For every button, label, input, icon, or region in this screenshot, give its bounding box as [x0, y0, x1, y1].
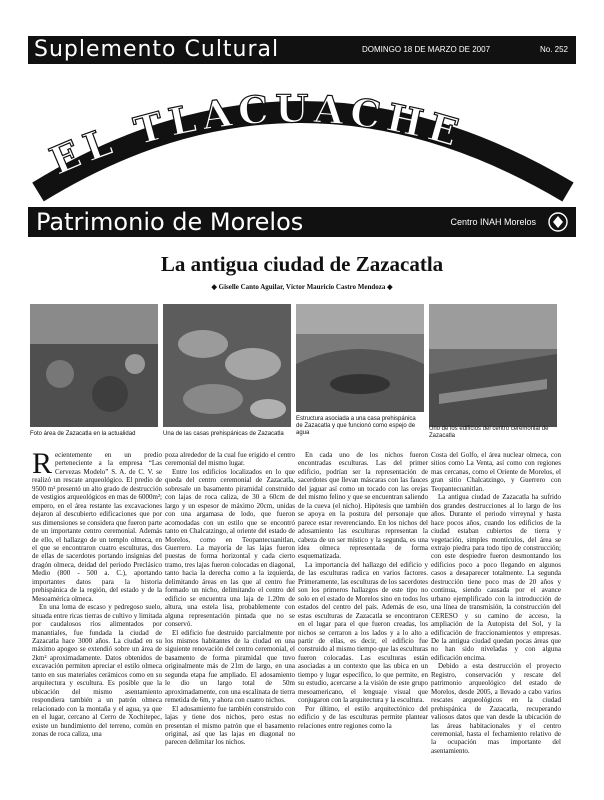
- photo-zazacatla-area: [30, 304, 158, 427]
- paragraph: La antigua ciudad de Zazacatla ha sufrido dos grandes destrucciones al lo largo de los años. Durante el periodo virreynal y hasta hace pocos años, cuando los edificios de la ciudad estaban cubiertos de tierra y vegetación, simples montículos, del área se extrajo piedra para todo tipo de construcción; con este despiedre fueron desmontando los edificios poco a poco llegando en algunos casos a desaparecer totalmente. La segunda destrucción tiene poco mas de 20 años y continua, siendo causada por el avance urbano ejemplificado con la introducción de una línea de transmisión, la construcción del CERESO y su camino de acceso, la ampliación de la Autopista del Sol, y la edificación de fraccionamientos y empresas. De la antigua ciudad quedan pocas áreas que no han sido niveladas y con alguna edificación encima.: [431, 493, 561, 662]
- paragraph: El edificio fue destruido parcialmente por los mismos habitantes de la ciudad en una siguiente renovación del centro ceremonial, el basamento de forma piramidal que tuvo originalmente más de 21m de largo, en una segunda etapa fue ampliado. El adosamiento le dio un largo total de 50m aproximadamente, con una escalinata de tierra remetida de 6m, y ahora con cuatro nichos.: [165, 628, 295, 705]
- article-column-3: [298, 451, 428, 730]
- paragraph: La importancia del hallazgo del edificio y de las esculturas radica en varios factores. Primeramente, las esculturas de los sacerdotes son los primeros hallazgos de este tipo no solo en el estado de Morelos sino en todos los estados del centro del país. Además de eso, estas esculturas de Zazacatla se encontraron en el lugar para el que fueron creadas, los nichos se cerraron a los lados y a lo alto a partir de ellas, es decir, el edificio fue construido al mismo tiempo que las esculturas fueron colocadas. Las esculturas están asociadas a un contexto que las ubica en un tiempo y lugar específico, lo que permite, en su estudio, acercarse a la visión de este grupo mesoamericano, el lenguaje visual que conjugaron con la arquitectura y la escultura.: [298, 560, 428, 705]
- paragraph: Costa del Golfo, el área nuclear olmeca, con sitios como La Venta, así como con regiones mas cercanas, como el Oriente de Morelos, el gran sitio Chalcatzingo, y Guerrero con Teopantecuanitlan.: [431, 451, 561, 493]
- photo-water-mirror: [296, 304, 424, 412]
- article-column-2: [165, 451, 295, 747]
- photo-prehispanic-house: [163, 304, 291, 427]
- issue-number: No. 252: [539, 45, 568, 54]
- drop-cap: R: [32, 447, 53, 480]
- photo-image: [296, 304, 424, 412]
- svg-text:EL TLACUACHE: [43, 86, 469, 184]
- photo-ceremonial-building: [429, 304, 557, 427]
- paragraph: Debido a esta destrucción el proyecto Registro, conservación y rescate del patrimonio arqueológico del estado de Morelos, desde 2005, a llevado a cabo varios rescates arqueológicos en la ciudad prehispánica de Zazacatla, recuperando valiosos datos que van desde la ubicación de las áreas habitacionales y el centro ceremonial, hasta el fechamiento relativo de la ocupación mas importante del asentamiento.: [431, 662, 561, 755]
- photo-image: [163, 304, 291, 427]
- paragraph: El adosamiento fue también construido con lajas y tiene dos nichos, pero estas no presentan el mismo patrón que el basamento original, así que las lajas en diagonal no parecen delimitar los nichos.: [165, 704, 295, 747]
- supplement-header: [28, 36, 576, 64]
- paragraph: En cada uno de los nichos fueron encontradas esculturas. Las del primer edificio, podrían ser la representación de sacerdotes que llevan máscaras con las fauces del jaguar así como un tocado con las orejas del mismo felino y que se encuentran saliendo de la cueva (el nicho). Hipótesis que también se apoya en la postura del personaje que parece estar reverenciando. En los nichos del adosamiento las esculturas representan la cabeza de un ser místico y la segunda, es una idea olmeca representada de forma esquematizada.: [298, 451, 428, 561]
- photo-image: [30, 304, 158, 427]
- photo-image: [429, 304, 557, 427]
- masthead-logo: [28, 72, 576, 208]
- article-column-4: [431, 451, 561, 755]
- photo-caption: Foto área de Zazacatla en la actualidad: [30, 431, 136, 437]
- supplement-title: Suplemento Cultural: [34, 37, 280, 62]
- article-authors: ◆ Giselle Canto Aguilar, Víctor Mauricio Castro Mendoza ◆: [211, 283, 393, 291]
- issue-date: DOMINGO 18 DE MARZO DE 2007: [362, 45, 491, 54]
- paragraph: Por último, el estilo arquitectónico del edificio y de las esculturas permite plantear relaciones entre regiones como la: [298, 704, 428, 730]
- section-bar: [28, 207, 576, 237]
- article-title: La antigua ciudad de Zazacatla: [160, 252, 444, 276]
- inah-logo-icon: [548, 212, 568, 232]
- article-column-1: [32, 447, 162, 738]
- photo-caption: Estructura asociada a una casa prehispánica de Zazacatla y que funcionó como espejo de agua: [296, 416, 416, 436]
- paragraph: En una loma de escaso y pedregoso suelo, situada entre ricas tierras de cultivo y limitada por caudalosos ríos alimentados por manantiales, fue fundada la ciudad de Zazacatla hace 3000 años. La ciudad en su máximo apogeo se extendió sobre un área de 2km² aproximadamente. Datos obtenidos de excavación permiten apreciar el estilo olmeca tanto en sus materiales cerámicos como en su arquitectura y escultura. Es posible que la ubicación del mismo asentamiento respondiera también a un patrón olmeca relacionado con la montaña y el agua, ya que en el lugar, cercano al Cerro de Xochitepec, existe un hundimiento del terreno, común en zonas de roca caliza, una: [32, 603, 162, 738]
- photo-caption: Uno de los edificios del centro ceremonial de Zazacatla: [429, 426, 549, 439]
- photo-caption: Una de las casas prehispánicas de Zazacatla: [163, 431, 284, 437]
- masthead-title-line2: CUACHE: [236, 85, 469, 157]
- paragraph: ecientemente en un predio perteneciente a la empresa “Las Cervezas Modelo” S. A. de C. V. se realizó un rescate arqueológico. El predio de 9500 m² presentó un alto grado de destrucción de vestigios arqueológicos en mas de 6000m²; empero, en el área restante las excavaciones dejaron al descubierto edificaciones que por sus dimensiones se considera que fueron parte de un importante centro ceremonial. Además de ello, el hallazgo de un templo olmeca, en el que se encontraron cuatro esculturas, dos de ellas de sacerdotes portando insignias del dragón olmeca, deidad del periodo Preclásico Medio (800 - 500 a. C.), aportando importantes datos para la historia prehispánica de la región, del estado y de la Mesoamérica olmeca.: [32, 451, 162, 603]
- section-title: Patrimonio de Morelos: [36, 208, 304, 236]
- paragraph: poza alrededor de la cual fue erigido el centro ceremonial del mismo lugar.: [165, 451, 295, 468]
- masthead: [28, 72, 576, 208]
- center-name: Centro INAH Morelos: [450, 217, 536, 227]
- masthead-title-line1: EL TLA: [43, 88, 241, 184]
- paragraph: Entre los edificios localizados en lo que queda del centro ceremonial de Zazacatla, sobresale un basamento piramidal construido con lajas de roca caliza, de 30 a 60cm de largo y un espesor de máximo 20cm, unidas con una argamasa de lodo, que fueron acomodadas con un estilo que se encontró tanto en Chalcatzingo, al oriente del estado de Morelos, como en Teopantecuanitlan, Guerrero. La mayoría de las lajas fueron puestas de forma horizontal y cada cierto tramo, tres lajas fueron colocadas en diagonal, tanto hacia la derecha como a la izquierda, delimitando áreas en las que al centro fue formado un nicho, delimitando el centro del edificio se encuentra una laja de 1.20m de altura, una estela lisa, probablemente con alguna representación pintada que no se conservó.: [165, 467, 295, 629]
